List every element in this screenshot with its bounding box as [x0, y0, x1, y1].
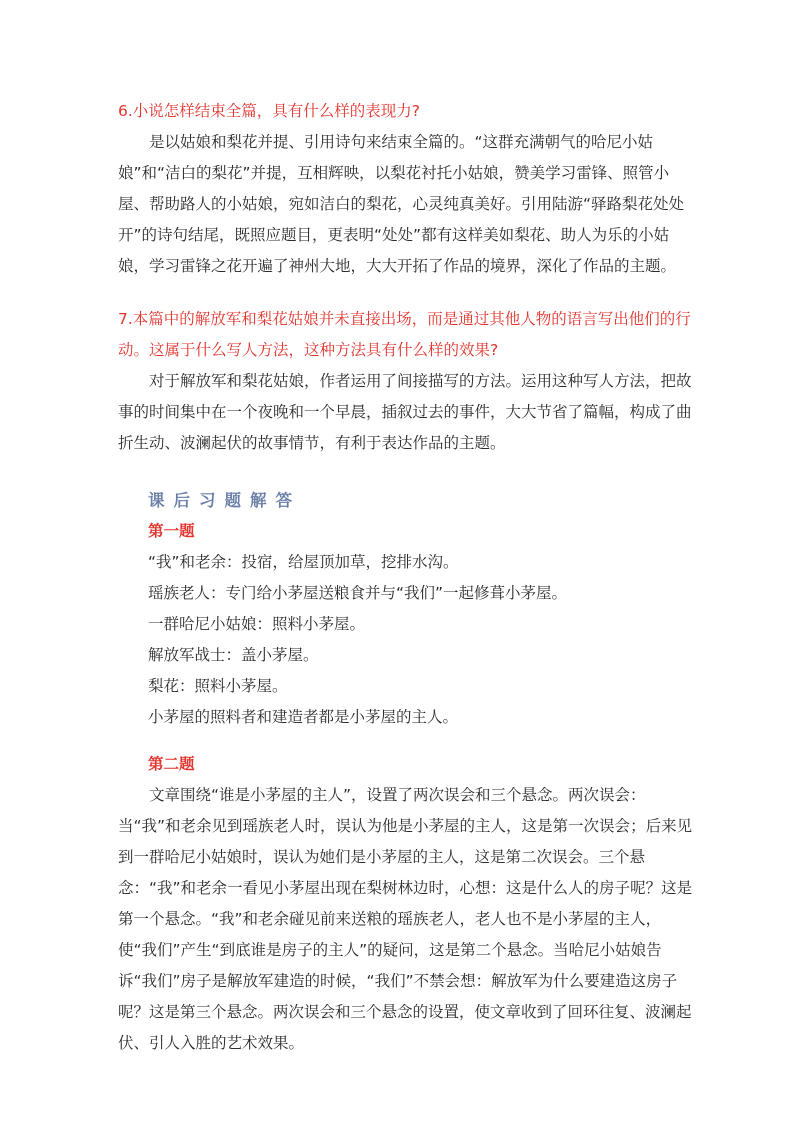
answer-7: 对于解放军和梨花姑娘，作者运用了间接描写的方法。运用这种写人方法，把故事的时间集中在一个夜晚和一个早晨，插叙过去的事件，大大节省了篇幅，构成了曲折生动、波澜起伏的故事情节，有利于表达作品的主题。 [118, 372, 692, 452]
answer-6: 是以姑娘和梨花并提、引用诗句来结束全篇的。“这群充满朝气的哈尼小姑娘”和“洁白的梨花”并提，互相辉映，以梨花衬托小姑娘，赞美学习雷锋、照管小屋、帮助路人的小姑娘，宛如洁白的梨花，心灵纯真美好。引用陆游“驿路梨花处处开”的诗句结尾，既照应题目，更表明“处处”都有这样美如梨花、助人为乐的小姑娘，学习雷锋之花开遍了神州大地，大大开拓了作品的境界，深化了作品的主题。 [118, 133, 685, 275]
second-question-title: 第二题 [148, 755, 195, 773]
section-title: 课后习题解答 [148, 491, 301, 510]
first-answer-line: 一群哈尼小姑娘：照料小茅屋。 [148, 615, 366, 633]
spacer [118, 733, 693, 749]
document-content [118, 96, 693, 1059]
second-answer: 文章围绕“谁是小茅屋的主人”，设置了两次误会和三个悬念。两次误会：当“我”和老余见到瑶族老人时，误认为他是小茅屋的主人，这是第一次误会；后来见到一群哈尼小姑娘时，误认为她们是小茅屋的主人，这是第二次误会。三个悬念：“我”和老余一看见小茅屋出现在梨树林边时，心想：这是什么人的房子呢？这是第一个悬念。“我”和老余碰见前来送粮的瑶族老人，老人也不是小茅屋的主人，使“我们”产生“到底谁是房子的主人”的疑问，这是第二个悬念。当哈尼小姑娘告诉“我们”房子是解放军建造的时候，“我们”不禁会想：解放军为什么要建造这房子呢？这是第三个悬念。两次误会和三个悬念的设置，使文章收到了回环往复、波澜起伏、引人入胜的艺术效果。 [118, 786, 693, 1052]
first-answer-line: 瑶族老人：专门给小茅屋送粮食并与“我们”一起修葺小茅屋。 [148, 584, 568, 602]
first-answer-line: “我”和老余：投宿，给屋顶加草，挖排水沟。 [148, 553, 459, 571]
spacer [118, 282, 693, 304]
first-answer-line: 梨花：照料小茅屋。 [148, 677, 288, 695]
first-answer-line: 小茅屋的照料者和建造者都是小茅屋的主人。 [148, 708, 459, 726]
question-6: 6.小说怎样结束全篇，具有什么样的表现力? [118, 102, 421, 120]
first-answer-line: 解放军战士：盖小茅屋。 [148, 646, 319, 664]
first-question-title: 第一题 [148, 522, 195, 540]
question-7: 7.本篇中的解放军和梨花姑娘并未直接出场，而是通过其他人物的语言写出他们的行动。这属于什么写人方法，这种方法具有什么样的效果? [118, 310, 691, 359]
spacer [118, 459, 693, 485]
